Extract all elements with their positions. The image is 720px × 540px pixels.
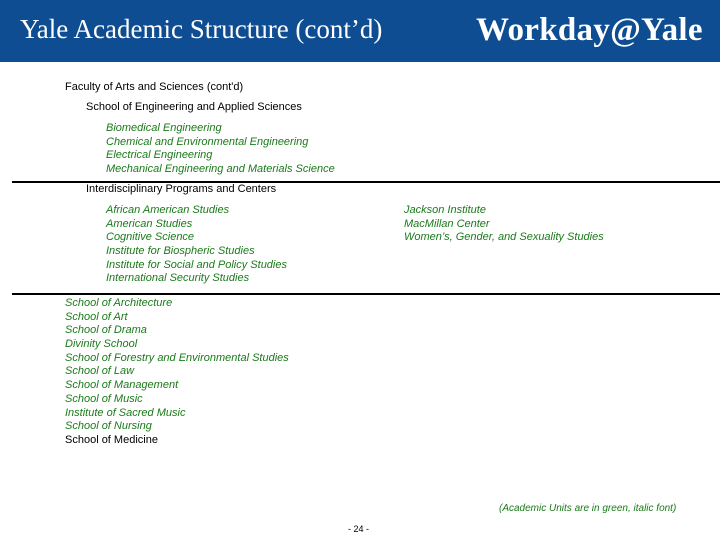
academic-unit: Biomedical Engineering bbox=[106, 122, 222, 134]
legend-note: (Academic Units are in green, italic font) bbox=[499, 503, 677, 514]
academic-unit: School of Drama bbox=[65, 324, 147, 337]
academic-unit: Women’s, Gender, and Sexuality Studies bbox=[404, 231, 604, 244]
page-title: Yale Academic Structure (cont’d) bbox=[20, 14, 383, 44]
academic-unit: School of Management bbox=[65, 379, 179, 392]
academic-unit: Institute for Biospheric Studies bbox=[106, 245, 255, 258]
academic-unit: Cognitive Science bbox=[106, 231, 195, 244]
interdisciplinary-right-list bbox=[404, 204, 604, 245]
interdisciplinary-heading: Interdisciplinary Programs and Centers bbox=[86, 183, 277, 195]
seas-unit-list bbox=[106, 122, 335, 177]
academic-unit: School of Forestry and Environmental Studies bbox=[65, 351, 289, 364]
academic-unit: African American Studies bbox=[106, 204, 230, 216]
academic-unit: Electrical Engineering bbox=[106, 149, 213, 162]
academic-unit: School of Architecture bbox=[65, 297, 173, 309]
school-of-medicine: School of Medicine bbox=[65, 433, 158, 446]
academic-unit: Mechanical Engineering and Materials Science bbox=[106, 163, 335, 176]
academic-unit: School of Art bbox=[65, 310, 128, 323]
faculty-heading: Faculty of Arts and Sciences (cont'd) bbox=[65, 81, 244, 93]
academic-unit: Divinity School bbox=[65, 338, 138, 351]
academic-unit: School of Law bbox=[65, 365, 135, 378]
seas-heading: School of Engineering and Applied Sciences bbox=[86, 101, 302, 113]
academic-unit: International Security Studies bbox=[106, 272, 250, 285]
page-number: - 24 - bbox=[348, 524, 370, 534]
academic-unit: School of Nursing bbox=[65, 420, 152, 433]
workday-yale-logo: Workday@Yale bbox=[476, 12, 703, 48]
academic-unit: Institute for Social and Policy Studies bbox=[106, 258, 287, 271]
schools-list bbox=[65, 297, 289, 448]
academic-unit: American Studies bbox=[106, 217, 193, 230]
academic-unit: Chemical and Environmental Engineering bbox=[106, 135, 309, 148]
academic-unit: Jackson Institute bbox=[404, 204, 486, 216]
section-divider bbox=[12, 293, 720, 295]
academic-unit: Institute of Sacred Music bbox=[65, 406, 186, 419]
academic-unit: School of Music bbox=[65, 392, 143, 405]
interdisciplinary-left-list bbox=[106, 204, 287, 286]
academic-unit: MacMillan Center bbox=[404, 217, 490, 230]
header-banner bbox=[0, 0, 720, 62]
